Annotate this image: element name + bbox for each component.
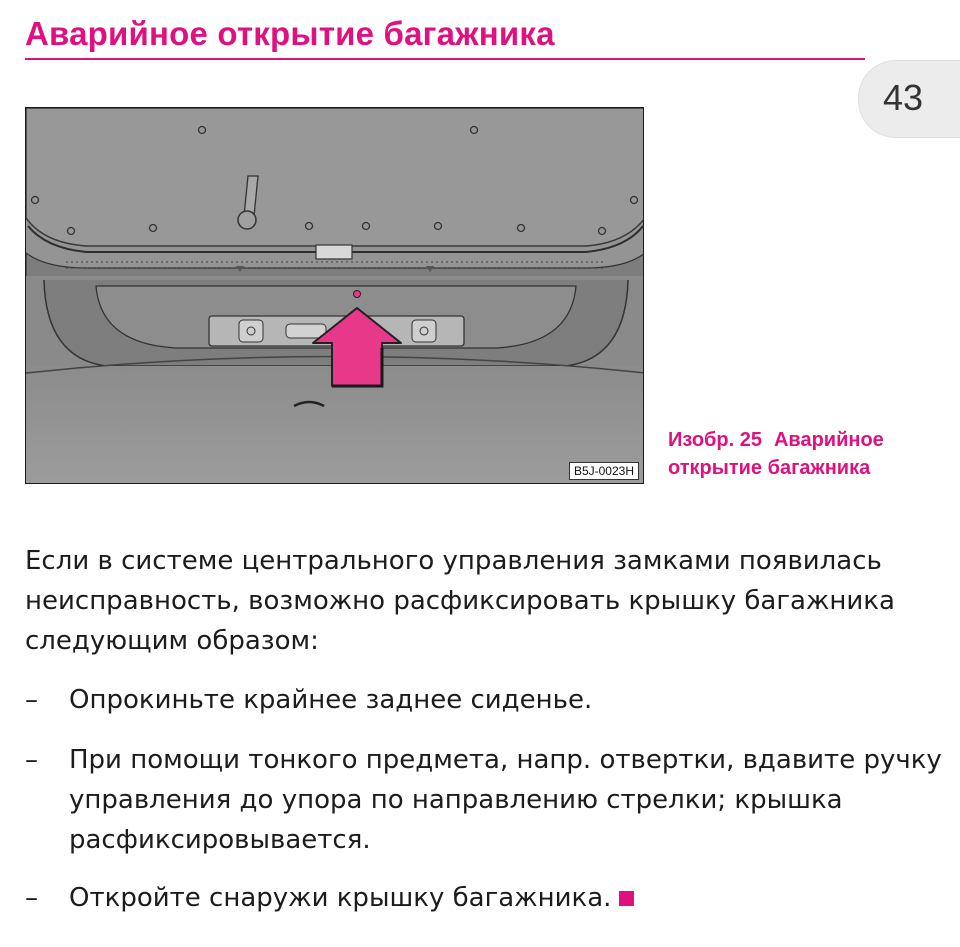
trunk-lid-illustration bbox=[26, 108, 644, 484]
figure-caption-text: Аварийное открытие багажника bbox=[668, 429, 884, 479]
step-text: Опрокиньте крайнее заднее сиденье. bbox=[69, 685, 593, 715]
intro-paragraph: Если в системе центрального управления замками появилась неисправность, возможно расфиксировать крышку багажника следующим образом: bbox=[25, 546, 895, 656]
step-text bbox=[69, 878, 955, 918]
step-item bbox=[25, 878, 955, 918]
step-item bbox=[25, 740, 955, 860]
end-of-section-square-icon bbox=[619, 891, 634, 906]
page-number: 43 bbox=[883, 77, 924, 118]
figure-code-label: B5J-0023H bbox=[569, 462, 639, 480]
step-dash: – bbox=[25, 883, 38, 913]
figure-25 bbox=[25, 107, 644, 484]
step-text: При помощи тонкого предмета, напр. отвертки, вдавите ручку управления до упора по направлению стрелки; крышка расфиксировывается. bbox=[69, 745, 942, 855]
figure-caption bbox=[668, 426, 958, 482]
title-rule bbox=[25, 58, 865, 60]
step-text-content: Откройте снаружи крышку багажника. bbox=[69, 883, 612, 913]
step-dash: – bbox=[25, 685, 38, 715]
step-item bbox=[25, 680, 955, 720]
step-dash: – bbox=[25, 745, 38, 775]
page-title: Аварийное открытие багажника bbox=[25, 15, 555, 52]
figure-caption-label: Изобр. 25 bbox=[668, 429, 762, 451]
